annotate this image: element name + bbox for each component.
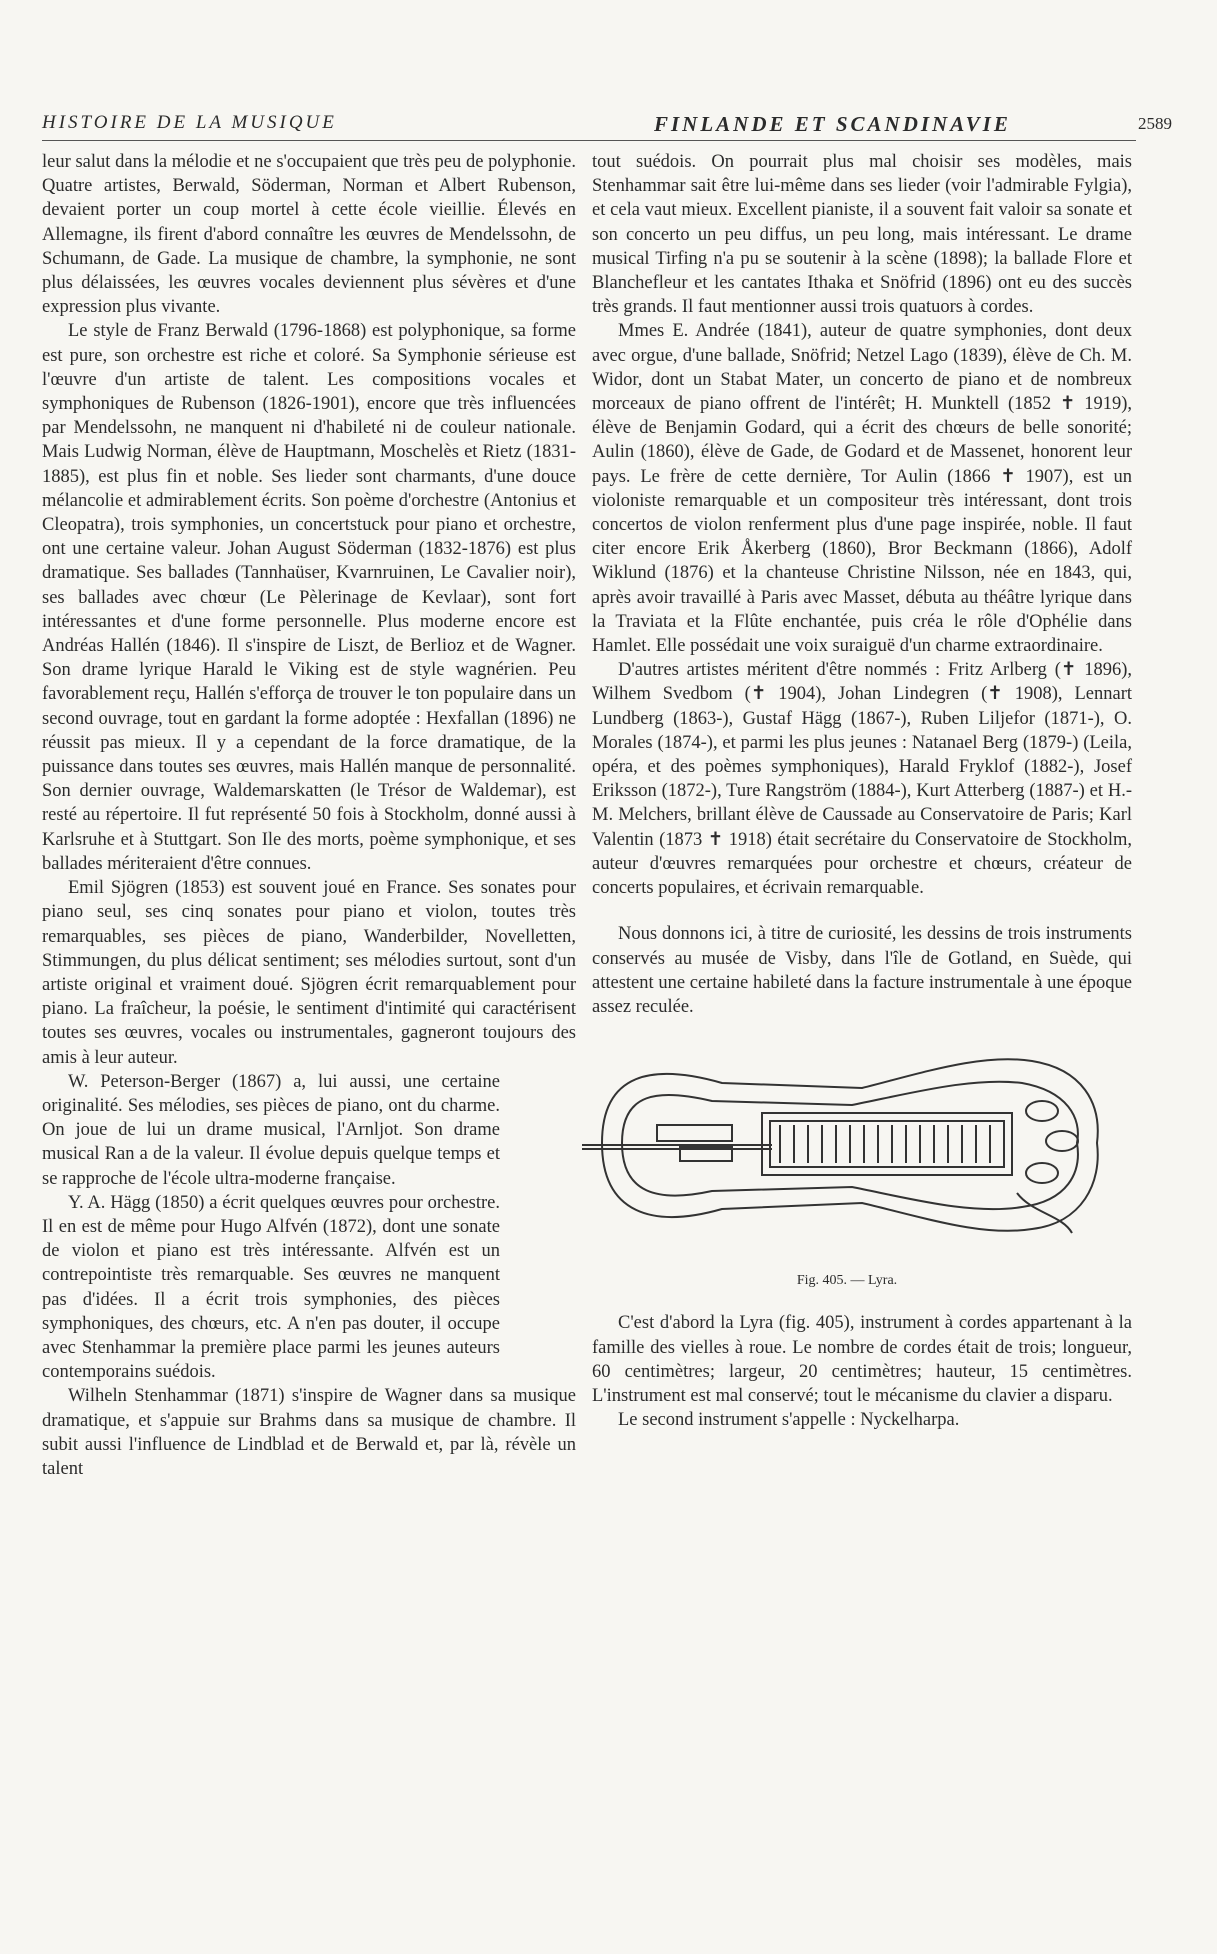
header-rule [42,140,1136,141]
paragraph: Le second instrument s'appelle : Nyckelharpa. [618,1410,960,1431]
paragraph: D'autres artistes méritent d'être nommés : Fritz Arlberg (✝ 1896), Wilhem Svedbom (✝ 1904), Johan Lindegren (✝ 1908), Lennart Lundberg (1863-), Gustaf Hägg (1867-), Ruben Liljefor (1871-), O. Morales (1874-), et parmi les plus jeunes : Natanael Berg (1879-) (Leila, opéra, et des poèmes symphoniques), Harald Fryklof (1882-), Josef Eriksson (1872-), Ture Rangström (1884-), Kurt Atterberg (1887-) et H.-M. Melchers, brillant élève de Caussade au Conservatoire de Paris; Karl Valentin (1873 ✝ 1918) était secrétaire du Conservatoire de Stockholm, auteur d'œuvres remarquées pour orchestre et chœurs, créateur de concerts populaires, et écrivain remarquable. [592,660,1132,899]
lyra-figure [562,1033,1132,1293]
paragraph: Wilheln Stenhammar (1871) s'inspire de Wagner dans sa musique dramatique, et s'appuie sur Brahms dans sa musique de chambre. Il subit aussi l'influence de Lindblad et de Berwald et, par là, révèle un talent [42,1386,576,1479]
header-right-title: FINLANDE ET SCANDINAVIE [654,112,1011,136]
header-left-title: HISTOIRE DE LA MUSIQUE [42,112,337,133]
paragraph: C'est d'abord la Lyra (fig. 405), instrument à cordes appartenant à la famille des vielles à roue. Le nombre de cordes était de trois; longueur, 60 centimètres; largeur, 20 centimètres; hauteur, 15 centimètres. L'instrument est mal conservé; tout le mécanisme du clavier a disparu. [592,1313,1132,1406]
running-header [42,112,1172,136]
page-number: 2589 [1138,114,1172,133]
paragraph: Le style de Franz Berwald (1796-1868) est polyphonique, sa forme est pure, son orchestre est riche et coloré. Sa Symphonie sérieuse est l'œuvre d'un artiste de talent. Les compositions vocales et symphoniques de Rubenson (1826-1901), encore que très influencées par Mendelssohn, ne manquent ni d'habileté ni de couleur nationale. Mais Ludwig Norman, élève de Hauptmann, Moschelès et Rietz (1831-1885), est plus fin et noble. Ses lieder sont charmants, d'une douce mélancolie et admirablement écrits. Son poème d'orchestre (Antonius et Cleopatra), trois symphonies, un concertstuck pour piano et orchestre, ont une certaine valeur. Johan August Söderman (1832-1876) est plus dramatique. Ses ballades (Tannhaüser, Kvarnruinen, Le Cavalier noir), ses ballades avec chœur (Le Pèlerinage de Kevlaar), sont fort intéressantes et d'une forme personnelle. Plus moderne encore est Andréas Hallén (1846). Il s'inspire de Liszt, de Berlioz et de Wagner. Son drame lyrique Harald le Viking est de style wagnérien. Peu favorablement reçu, Hallén s'efforça de trouver le ton populaire dans un second ouvrage, tout en gardant la forme adoptée : Hexfallan (1896) ne réussit pas mieux. Il y a cependant de la force dramatique, de la puissance dans toutes ses œuvres, mais Hallén manque de personnalité. Son dernier ouvrage, Waldemarskatten (le Trésor de Waldemar), est resté au répertoire. Il fut représenté 50 fois à Stockholm, donné aussi à Karlsruhe et à Stuttgart. Son Ile des morts, poème symphonique, et ses ballades mériteraient d'être connues. [42,321,576,874]
paragraph: Emil Sjögren (1853) est souvent joué en France. Ses sonates pour piano seul, ses cinq sonates pour piano et violon, toutes très remarquables, ses pièces de piano, Wanderbilder, Novelletten, Stimmungen, du plus délicat sentiment; ses mélodies surtout, sont d'un artiste original et vraiment doué. Sjögren écrit remarquablement pour piano. La fraîcheur, la poésie, le sentiment d'intimité qui caractérisent toutes ses œuvres, vocales ou instrumentales, gagneront toujours des amis à leur auteur. [42,878,576,1068]
paragraph: leur salut dans la mélodie et ne s'occupaient que très peu de polyphonie. Quatre artistes, Berwald, Söderman, Norman et Albert Rubenson, devaient porter un coup mortel à cette école vieillie. Élevés en Allemagne, ils firent d'abord connaître les œuvres de Mendelssohn, de Schumann, de Gade. La musique de chambre, la symphonie, ne sont plus délaissées, les œuvres vocales deviennent plus sévères et d'une expression plus vivante. [42,152,576,318]
paragraph: Nous donnons ici, à titre de curiosité, les dessins de trois instruments conservés au musée de Visby, dans l'île de Gotland, en Suède, qui attestent une certaine habileté dans la facture instrumentale à une époque assez reculée. [592,924,1132,1017]
right-column [592,150,1132,1432]
hurdy-gurdy-icon [562,1033,1122,1263]
figure-caption: Fig. 405. — Lyra. [796,1273,898,1289]
left-column [42,150,576,1481]
paragraph: Y. A. Hägg (1850) a écrit quelques œuvres pour orchestre. Il en est de même pour Hugo Alfvén (1872), dont une sonate de violon et piano est très intéressante. Alfvén est un contrepointiste très remarquable. Ses œuvres ne manquent pas d'idées. Il a écrit trois symphonies, des pièces symphoniques, des chœurs, etc. A n'en pas douter, il occupe avec Stenhammar la première place parmi les jeunes auteurs contemporains suédois. [42,1192,500,1383]
paragraph: Mmes E. Andrée (1841), auteur de quatre symphonies, dont deux avec orgue, d'une ballade, Snöfrid; Netzel Lago (1839), élève de Ch. M. Widor, dont un Stabat Mater, un concerto de piano et de nombreux morceaux de piano offrent de l'intérêt; H. Munktell (1852 ✝ 1919), élève de Benjamin Godard, qui a écrit des chœurs de belle sonorité; Aulin (1860), élève de Gade, de Godard et de Massenet, honorent leur pays. Le frère de cette dernière, Tor Aulin (1866 ✝ 1907), est un violoniste remarquable et un compositeur très intéressant, dont trois concertos de violon renferment plus d'une page inspirée, noble. Il faut citer encore Erik Åkerberg (1860), Bror Beckmann (1866), Adolf Wiklund (1876) et la chanteuse Christine Nilsson, née en 1843, qui, après avoir travaillé à Paris avec Masset, débuta au théâtre lyrique dans la Traviata et la Flûte enchantée, puis créa le rôle d'Ophélie dans Hamlet. Elle possédait une voix suraiguë d'un charme extraordinaire. [592,321,1132,657]
paragraph: tout suédois. On pourrait plus mal choisir ses modèles, mais Stenhammar sait être lui-même dans ses lieder (voir l'admirable Fylgia), et cela vaut mieux. Excellent pianiste, il a souvent fait valoir sa sonate et son concerto un peu diffus, un peu long, mais intéressant. Le drame musical Tirfing n'a pu se soutenir à la scène (1898); la ballade Flore et Blanchefleur et les cantates Ithaka et Snöfrid (1896) ont eu des succès très grands. Il faut mentionner aussi trois quatuors à cordes. [592,152,1132,318]
paragraph: W. Peterson-Berger (1867) a, lui aussi, une certaine originalité. Ses mélodies, ses pièces de piano, ont du charme. On joue de lui un drame musical, l'Arnljot. Son drame musical Ran a de la valeur. Il évolue depuis quelque temps et se rapproche de l'école ultra-moderne française. [42,1071,500,1189]
